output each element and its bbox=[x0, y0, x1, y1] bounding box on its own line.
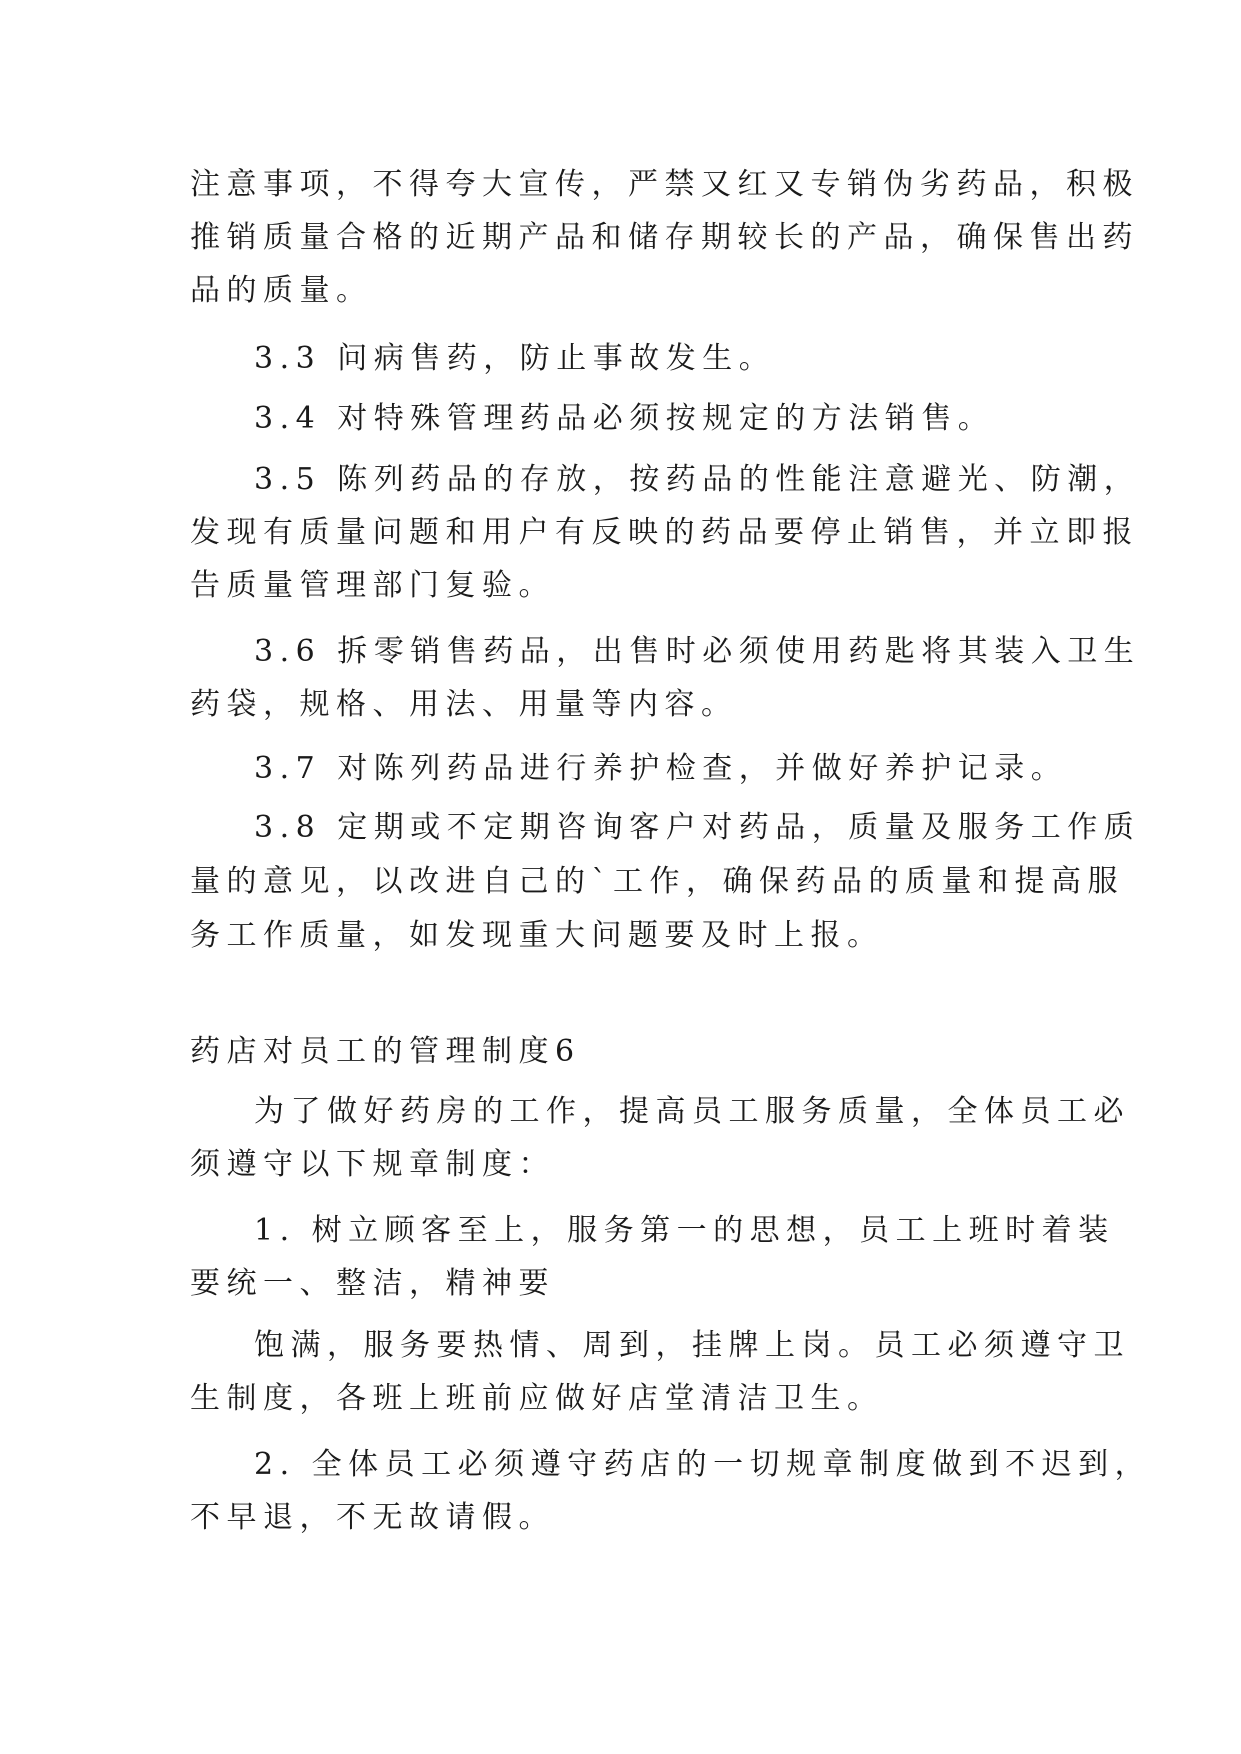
paragraph-line: 须遵守以下规章制度： bbox=[190, 1147, 555, 1182]
paragraph-line: 3.7 对陈列药品进行养护检查，并做好养护记录。 bbox=[254, 751, 1068, 786]
paragraph-line: 告质量管理部门复验。 bbox=[190, 568, 555, 603]
paragraph-line: 3.4 对特殊管理药品必须按规定的方法销售。 bbox=[254, 401, 995, 436]
paragraph-line: 生制度，各班上班前应做好店堂清洁卫生。 bbox=[190, 1381, 884, 1416]
paragraph-line: 药袋，规格、用法、用量等内容。 bbox=[190, 687, 738, 722]
paragraph-line: 2. 全体员工必须遵守药店的一切规章制度做到不迟到， bbox=[254, 1447, 1152, 1482]
paragraph-line: 3.5 陈列药品的存放，按药品的性能注意避光、防潮， bbox=[254, 462, 1141, 497]
paragraph-line: 3.6 拆零销售药品，出售时必须使用药匙将其装入卫生 bbox=[254, 634, 1141, 669]
paragraph-line: 不早退，不无故请假。 bbox=[190, 1500, 555, 1535]
paragraph-line: 1. 树立顾客至上，服务第一的思想，员工上班时着装 bbox=[254, 1213, 1115, 1248]
paragraph-line: 务工作质量，如发现重大问题要及时上报。 bbox=[190, 918, 884, 953]
paragraph-line: 要统一、整洁，精神要 bbox=[190, 1266, 555, 1301]
paragraph-line: 为了做好药房的工作，提高员工服务质量，全体员工必 bbox=[254, 1094, 1130, 1129]
paragraph-line: 推销质量合格的近期产品和储存期较长的产品，确保售出药 bbox=[190, 220, 1139, 255]
section-heading: 药店对员工的管理制度6 bbox=[190, 1034, 581, 1069]
paragraph-line: 注意事项，不得夸大宣传，严禁又红又专销伪劣药品，积极 bbox=[190, 167, 1139, 202]
paragraph-line: 3.3 问病售药，防止事故发生。 bbox=[254, 341, 776, 376]
paragraph-line: 3.8 定期或不定期咨询客户对药品，质量及服务工作质 bbox=[254, 810, 1141, 845]
paragraph-line: 发现有质量问题和用户有反映的药品要停止销售，并立即报 bbox=[190, 515, 1139, 550]
paragraph-line: 饱满，服务要热情、周到，挂牌上岗。员工必须遵守卫 bbox=[254, 1328, 1130, 1363]
paragraph-line: 量的意见，以改进自己的`工作，确保药品的质量和提高服 bbox=[190, 864, 1124, 899]
paragraph-line: 品的质量。 bbox=[190, 273, 373, 308]
